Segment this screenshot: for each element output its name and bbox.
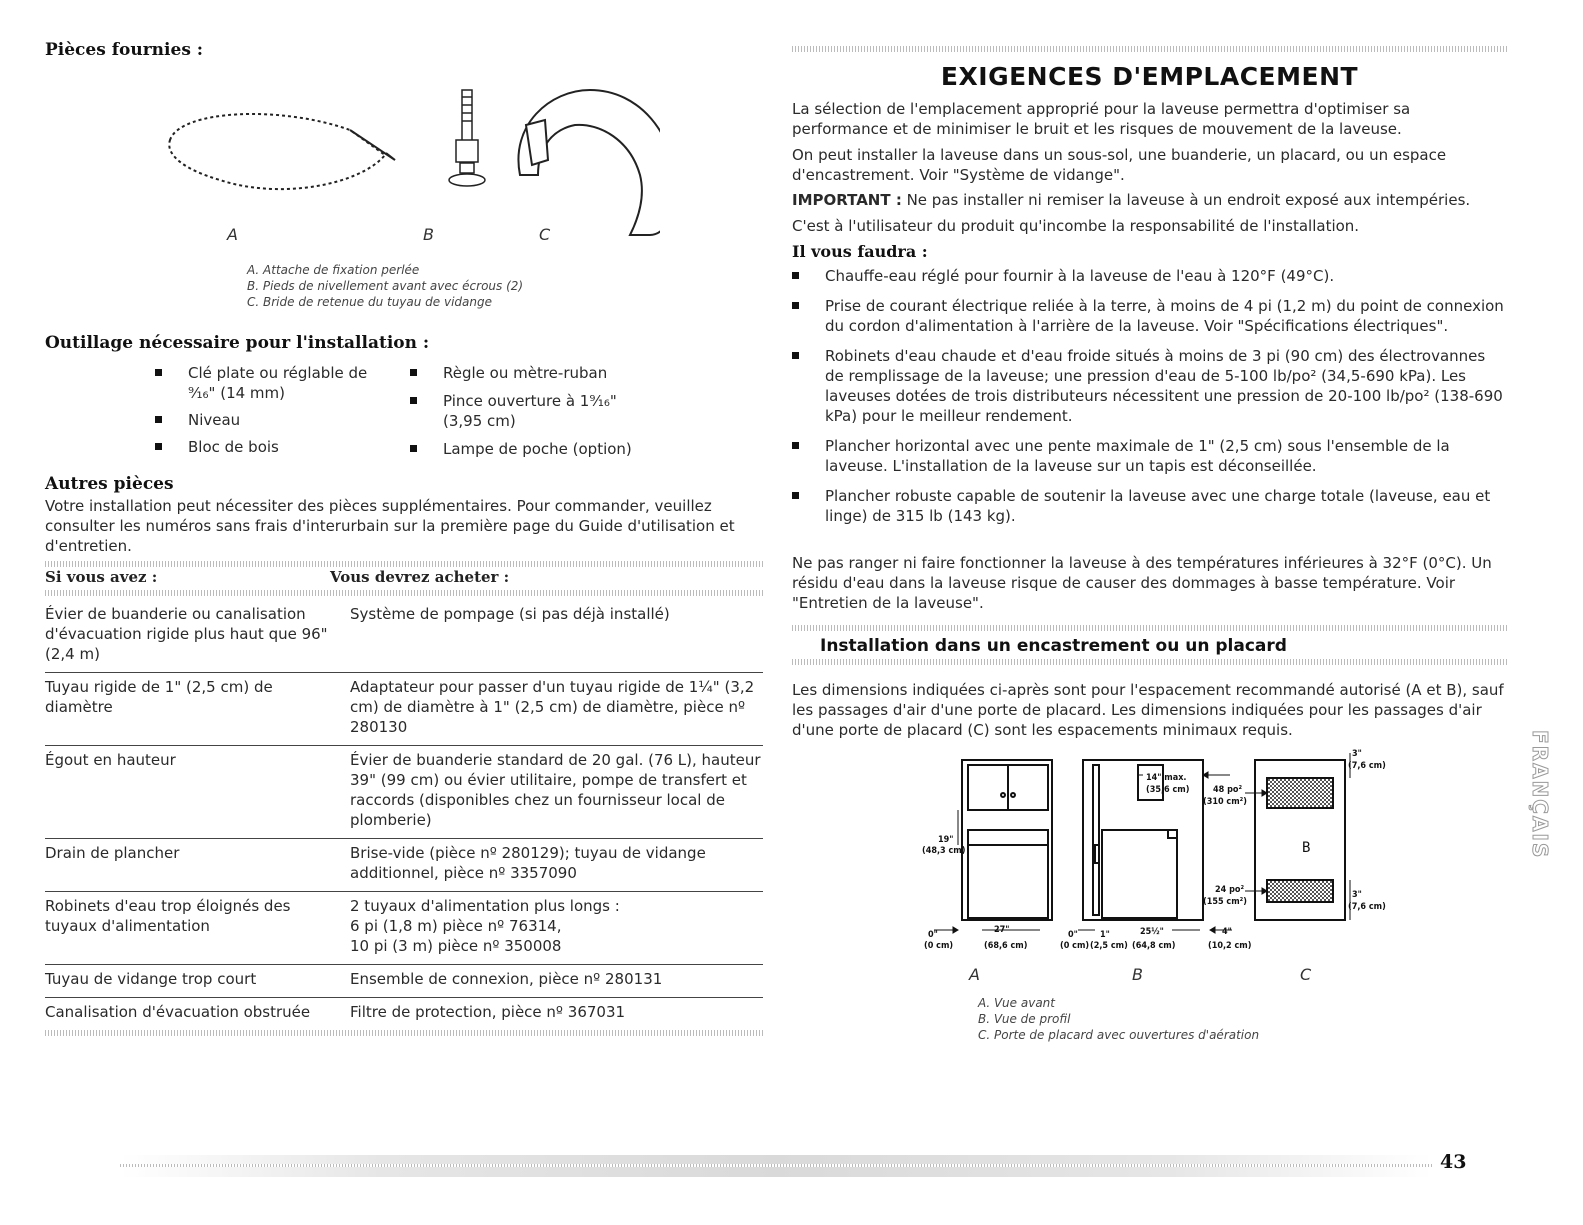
front-view-icon [958,760,1052,920]
cell-purchase: Filtre de protection, pièce nº 367031 [350,1003,626,1021]
dim-3in-bottom-cm: (7,6 cm) [1348,902,1386,912]
dim-27in: 27" [994,925,1010,935]
parts-illustration [160,85,660,245]
dim-4in-cm: (10,2 cm) [1208,941,1252,951]
sub-title: Installation dans un encastrement ou un placard [820,636,1287,656]
dim-0in-b: 0" [1068,930,1078,940]
dim-1in-cm: (2,5 cm) [1090,941,1128,951]
need-item: Robinets d'eau chaude et d'eau froide situés à moins de 3 pi (90 cm) des électrovannes de remplissage de la laveuse; une pression d'eau de 5-100 lb/po² (34,5-690 kPa). Les laveuses dotées de trois distributeurs nécessitent une pression de 20-100 lb/po² (138-690 kPa) pour le meilleur rendement. [792,346,1507,426]
need-item: Plancher horizontal avec une pente maximale de 1" (2,5 cm) sous l'ensemble de la laveuse. L'installation de la laveuse sur un tapis est déconseillée. [792,436,1507,476]
parts-table-body [45,600,763,1030]
diagram-label-c: C [1300,965,1312,984]
table-row [45,839,763,892]
closet-door-icon [1255,753,1350,920]
parts-table [45,568,763,1030]
dim-4in: 4" [1222,927,1232,937]
dim-3in-top-cm: (7,6 cm) [1348,761,1386,771]
dim-25in-cm: (64,8 cm) [1132,941,1176,951]
cell-condition: Évier de buanderie ou canalisation d'évacuation rigide plus haut que 96" (2,4 m) [45,600,350,673]
page-number: 43 [1440,1151,1467,1173]
figure-label-a: A [227,225,238,244]
caption-a: A. Attache de fixation perlée [247,263,420,277]
dim-19in-cm: (48,3 cm) [922,846,966,856]
cell-purchase: Ensemble de connexion, pièce nº 280131 [350,965,763,998]
need-item: Prise de courant électrique reliée à la terre, à moins de 4 pi (1,2 m) du point de connexion du cordon d'alimentation à l'arrière de la laveuse. Voir "Spécifications électriques". [792,296,1507,336]
beaded-tie-icon [169,114,395,189]
drain-clamp-icon [518,90,660,235]
dim-3in-top: 3" [1352,749,1362,759]
tools-list-col2 [410,363,670,459]
dim-14in-cm: (35,6 cm) [1146,785,1190,795]
figure-label-b: B [423,225,434,244]
dimensions-paragraph: Les dimensions indiquées ci-après sont pour l'espacement recommandé autorisé (A et B), sauf les passages d'air d'une porte de placard. Les dimensions indiquées pour les passages d'air d'une porte de placard (C) sont les espacements minimaux requis. [792,681,1504,739]
diagram-label-b: B [1132,965,1143,984]
supplied-parts-figure [160,85,660,245]
header-you-have: Si vous avez : [45,568,158,586]
table-row [45,965,763,998]
dim-14in-max: 14" max. [1146,773,1187,783]
cell-purchase: Adaptateur pour passer d'un tuyau rigide de 1¼" (3,2 cm) de diamètre à 1" (2,5 cm) de diamètre, pièce nº 280130 [350,673,763,746]
sub-title-bottom-rule [792,659,1507,665]
cell-condition: Égout en hauteur [45,746,350,839]
cell-condition: Drain de plancher [45,839,350,892]
tool-item: Bloc de bois [155,437,385,457]
diagram-captions [978,995,1259,1043]
table-row [45,892,763,965]
cell-condition: Robinets d'eau trop éloignés des tuyaux d'alimentation [45,892,350,965]
cell-purchase: Brise-vide (pièce nº 280129); tuyau de vidange additionnel, pièce nº 3357090 [350,839,763,892]
parts-table-header [45,568,763,590]
tool-item: Niveau [155,410,385,430]
diagram-caption-a: A. Vue avant [978,996,1055,1010]
sub-title-top-rule [792,625,1507,631]
responsibility-paragraph: C'est à l'utilisateur du produit qu'incombe la responsabilité de l'installation. [792,217,1360,235]
table-bottom-rule [45,1030,763,1036]
table-row [45,746,763,839]
language-side-tab: FRANÇAIS [1528,730,1552,860]
important-paragraph [792,190,1507,210]
diagram-caption-b: B. Vue de profil [978,1012,1071,1026]
table-row [45,600,763,673]
cell-purchase: Système de pompage (si pas déjà installé) [350,600,763,673]
top-rule [792,46,1507,52]
need-item: Chauffe-eau réglé pour fournir à la laveuse de l'eau à 120°F (49°C). [792,266,1507,286]
need-list [792,266,1507,526]
need-item: Plancher robuste capable de soutenir la laveuse avec une charge totale (laveuse, eau et linge) de 315 lb (143 kg). [792,486,1507,526]
diagram-caption-c: C. Porte de placard avec ouvertures d'aération [978,1028,1260,1042]
dim-48sqin-cm: (310 cm²) [1203,797,1247,807]
figure-label-c: C [539,225,551,244]
location-paragraph: On peut installer la laveuse dans un sous-sol, une buanderie, un placard, ou un espace d'encastrement. Voir "Système de vidange". [792,146,1447,184]
dim-25in: 25½" [1140,927,1164,937]
side-view-icon [1083,760,1203,920]
tool-item: Lampe de poche (option) [410,439,670,459]
table-row [45,998,763,1031]
important-text: Ne pas installer ni remiser la laveuse à un endroit exposé aux intempéries. [901,191,1471,209]
cell-purchase: 2 tuyaux d'alimentation plus longs : 6 pi (1,8 m) pièce nº 76314, 10 pi (3 m) pièce nº 350008 [350,892,763,965]
other-parts-title: Autres pièces [45,474,174,494]
dim-27in-cm: (68,6 cm) [984,941,1028,951]
supplied-parts-title: Pièces fournies : [45,40,204,60]
table-row [45,673,763,746]
tools-list-col1 [155,363,385,457]
dim-1in: 1" [1100,930,1110,940]
temperature-paragraph: Ne pas ranger ni faire fonctionner la laveuse à des températures inférieures à 32°F (0°C). Un résidu d'eau dans la laveuse risque de causer des dommages à basse température. Voir "Entretien de la laveuse". [792,554,1492,612]
page-title: EXIGENCES D'EMPLACEMENT [940,62,1359,91]
dim-0in-a: 0" [928,930,938,940]
clearance-diagram [910,745,1390,975]
important-label: IMPORTANT : [792,191,902,209]
tool-item: Pince ouverture à 1⁹⁄₁₆" (3,95 cm) [410,391,670,431]
other-parts-text: Votre installation peut nécessiter des pièces supplémentaires. Pour commander, veuillez consulter les numéros sans frais d'interurbain sur la première page du Guide d'utilisation et d'entretien. [45,497,735,555]
table-top-rule [45,561,763,567]
caption-b: B. Pieds de nivellement avant avec écrous (2) [247,279,524,293]
cell-purchase: Évier de buanderie standard de 20 gal. (76 L), hauteur 39" (99 cm) ou évier utilitaire, pompe de transfert et raccords (disponibles chez un fournisseur local de plomberie) [350,746,763,839]
dim-19in: 19" [938,835,954,845]
dim-0in-b-cm: (0 cm) [1060,941,1090,951]
header-rule [45,590,763,596]
door-letter: B [1302,840,1311,856]
cell-condition: Tuyau de vidange trop court [45,965,350,998]
caption-c: C. Bride de retenue du tuyau de vidange [247,295,492,309]
supplied-parts-captions [247,262,523,310]
leveling-foot-icon [449,90,485,186]
dim-0in-a-cm: (0 cm) [924,941,954,951]
footer-bar [120,1155,1432,1177]
dim-3in-bottom: 3" [1352,890,1362,900]
dim-24sqin-cm: (155 cm²) [1203,897,1247,907]
diagram-label-a: A [969,965,980,984]
need-title: Il vous faudra : [792,242,928,261]
tool-item: Clé plate ou réglable de ⁹⁄₁₆" (14 mm) [155,363,385,403]
intro-paragraph: La sélection de l'emplacement approprié pour la laveuse permettra d'optimiser sa performance et de minimiser le bruit et les risques de mouvement de la laveuse. [792,100,1411,138]
cell-condition: Tuyau rigide de 1" (2,5 cm) de diamètre [45,673,350,746]
dim-48sqin: 48 po² [1213,785,1242,795]
tools-title: Outillage nécessaire pour l'installation : [45,333,430,353]
tool-item: Règle ou mètre-ruban [410,363,670,383]
cell-condition: Canalisation d'évacuation obstruée [45,1003,311,1021]
dim-24sqin: 24 po² [1215,885,1244,895]
header-you-need: Vous devrez acheter : [330,568,510,586]
